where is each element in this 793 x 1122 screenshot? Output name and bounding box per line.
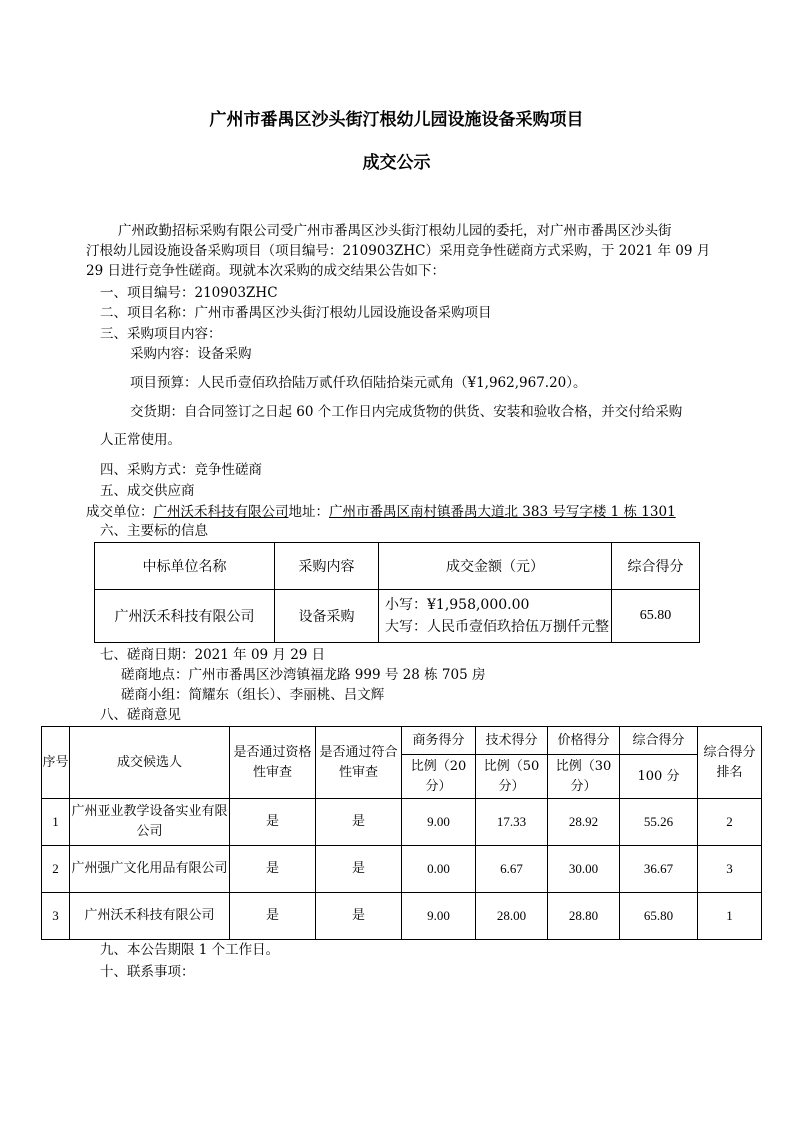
review-header-row-1: [42, 727, 762, 755]
row-qualification: 是: [230, 799, 316, 846]
row-compliance: 是: [316, 893, 402, 940]
row-business: 9.00: [402, 799, 476, 846]
header-business: 商务得分: [402, 727, 476, 755]
delivery-line-1: 交货期：自合同签订之日起 60 个工作日内完成货物的供货、安装和验收合格，并交付给采购: [130, 404, 683, 420]
delivery-line-2: 人正常使用。: [100, 432, 181, 448]
header-business-ratio: 比例（20 分）: [402, 755, 476, 799]
negotiation-date: 七、磋商日期：2021 年 09 月 29 日: [100, 647, 326, 663]
row-candidate: 广州强广文化用品有限公司: [70, 846, 230, 893]
supplier-heading: 五、成交供应商: [100, 483, 195, 499]
header-price-ratio: 比例（30 分）: [548, 755, 620, 799]
intro-line-1: 广州政勤招标采购有限公司受广州市番禺区沙头街汀根幼儿园的委托，对广州市番禺区沙头街: [118, 223, 672, 239]
supplier-label: 成交单位：: [86, 504, 154, 520]
document-subtitle: 成交公示: [362, 153, 431, 173]
row-price: 28.80: [548, 893, 620, 940]
negotiation-panel: 磋商小组：简耀东（组长）、李丽桃、吕文辉: [121, 687, 385, 703]
header-candidate: 成交候选人: [70, 727, 230, 799]
main-table-header-row: [95, 543, 700, 590]
header-seq: 序号: [42, 727, 70, 799]
header-total-ratio: 100 分: [620, 755, 698, 799]
row-business: 0.00: [402, 846, 476, 893]
notice-period: 九、本公告期限 1 个工作日。: [100, 942, 280, 958]
row-total: 55.26: [620, 799, 698, 846]
intro-line-2: 汀根幼儿园设施设备采购项目（项目编号：210903ZHC）采用竞争性磋商方式采购，于 2021 年 09 月: [86, 243, 711, 259]
project-name: 二、项目名称：广州市番禺区沙头街汀根幼儿园设施设备采购项目: [100, 305, 492, 321]
row-qualification: 是: [230, 893, 316, 940]
amount-small: 小写：¥1,958,000.00: [385, 597, 530, 613]
document-title: 广州市番禺区沙头街汀根幼儿园设施设备采购项目: [209, 110, 584, 130]
address-label: 地址：: [288, 504, 329, 520]
main-info-table: [94, 542, 700, 643]
header-qualification: 是否通过资格性审查: [230, 727, 316, 799]
review-table: [41, 726, 762, 940]
procurement-content: 采购内容：设备采购: [130, 346, 252, 362]
project-budget: 项目预算：人民币壹佰玖拾陆万贰仟玖佰陆拾柒元贰角（¥1,962,967.20）。: [130, 375, 587, 391]
contact-heading: 十、联系事项：: [100, 964, 195, 980]
row-rank: 1: [698, 893, 762, 940]
amount-big: 大写：人民币壹佰玖拾伍万捌仟元整: [385, 619, 609, 635]
content-heading: 三、采购项目内容：: [100, 326, 222, 342]
header-rank: 综合得分排名: [698, 727, 762, 799]
table-row: [42, 893, 762, 940]
project-number: 一、项目编号：210903ZHC: [100, 285, 278, 301]
header-technical-ratio: 比例（50 分）: [476, 755, 548, 799]
header-content: 采购内容: [275, 543, 379, 590]
winner-score: 65.80: [612, 590, 700, 643]
header-compliance: 是否通过符合性审查: [316, 727, 402, 799]
winner-content: 设备采购: [275, 590, 379, 643]
row-technical: 28.00: [476, 893, 548, 940]
header-price: 价格得分: [548, 727, 620, 755]
supplier-line: [86, 502, 676, 522]
row-seq: 2: [42, 846, 70, 893]
row-rank: 3: [698, 846, 762, 893]
main-info-heading: 六、主要标的信息: [100, 523, 208, 539]
header-amount: 成交金额（元）: [379, 543, 612, 590]
header-winner: 中标单位名称: [95, 543, 275, 590]
row-seq: 1: [42, 799, 70, 846]
row-compliance: 是: [316, 799, 402, 846]
row-rank: 2: [698, 799, 762, 846]
supplier-address: 广州市番禺区南村镇番禺大道北 383 号写字楼 1 栋 1301: [329, 504, 676, 520]
row-candidate: 广州沃禾科技有限公司: [70, 893, 230, 940]
row-technical: 6.67: [476, 846, 548, 893]
table-row: [42, 799, 762, 846]
negotiation-location: 磋商地点：广州市番禺区沙湾镇福龙路 999 号 28 栋 705 房: [121, 667, 486, 683]
row-compliance: 是: [316, 846, 402, 893]
row-seq: 3: [42, 893, 70, 940]
header-total: 综合得分: [620, 727, 698, 755]
row-price: 30.00: [548, 846, 620, 893]
opinion-heading: 八、磋商意见: [100, 707, 181, 723]
main-table-row: [95, 590, 700, 643]
intro-line-3: 29 日进行竞争性磋商。现就本次采购的成交结果公告如下：: [86, 263, 445, 279]
winner-name: 广州沃禾科技有限公司: [95, 590, 275, 643]
row-business: 9.00: [402, 893, 476, 940]
header-score: 综合得分: [612, 543, 700, 590]
row-technical: 17.33: [476, 799, 548, 846]
row-price: 28.92: [548, 799, 620, 846]
row-candidate: 广州亚业教学设备实业有限公司: [70, 799, 230, 846]
table-row: [42, 846, 762, 893]
winner-amount: [379, 590, 612, 643]
procurement-method: 四、采购方式：竞争性磋商: [100, 462, 262, 478]
row-total: 36.67: [620, 846, 698, 893]
row-qualification: 是: [230, 846, 316, 893]
row-total: 65.80: [620, 893, 698, 940]
supplier-name: 广州沃禾科技有限公司: [153, 504, 289, 520]
header-technical: 技术得分: [476, 727, 548, 755]
